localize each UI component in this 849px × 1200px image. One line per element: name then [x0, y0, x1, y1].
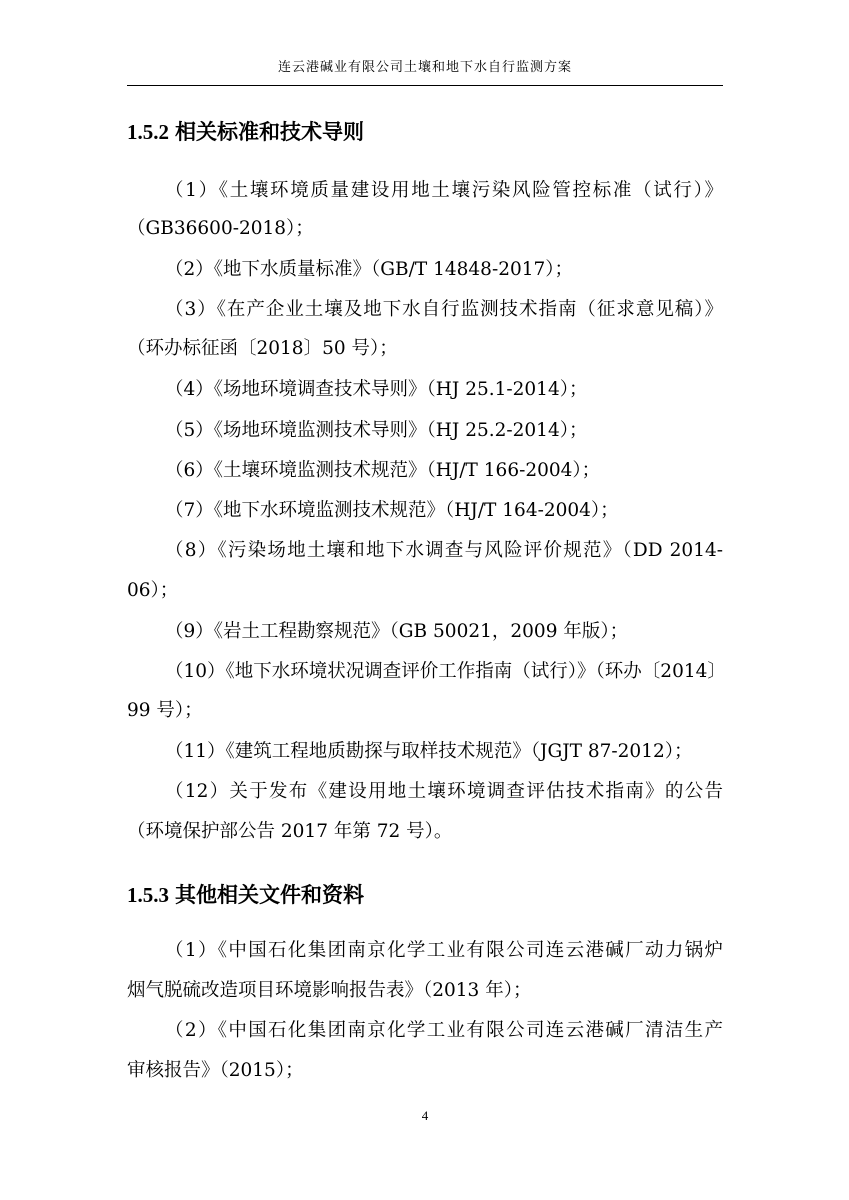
reference-item: （3）《在产企业土壤及地下水自行监测技术指南（征求意见稿）》 — [165, 299, 723, 320]
reference-item: （10）《地下水环境状况调查评价工作指南（试行）》（环办〔2014〕 — [165, 661, 726, 682]
reference-item-continuation: 烟气脱硫改造项目环境影响报告表》（2013 年）； — [127, 980, 532, 1001]
section-heading-1-5-3 — [127, 881, 364, 909]
reference-item: （11）《建筑工程地质勘探与取样技术规范》（JGJT 87-2012）； — [165, 741, 693, 762]
reference-item-continuation: 06）； — [127, 580, 179, 601]
reference-item: （1）《土壤环境质量建设用地土壤污染风险管控标准（试行）》 — [165, 180, 723, 201]
reference-item: （7）《地下水环境监测技术规范》（HJ/T 164-2004）； — [165, 500, 619, 521]
reference-item: （1）《中国石化集团南京化学工业有限公司连云港碱厂动力锅炉 — [165, 940, 723, 961]
reference-item-continuation: 99 号）； — [127, 700, 203, 721]
reference-item: （5）《场地环境监测技术导则》（HJ 25.2-2014）； — [165, 420, 588, 441]
page-header: 连云港碱业有限公司土壤和地下水自行监测方案 — [277, 60, 572, 75]
reference-item-continuation: （GB36600-2018）； — [127, 218, 314, 239]
header-rule — [127, 85, 723, 86]
section-heading-1-5-2 — [127, 118, 364, 146]
reference-item: （6）《土壤环境监测技术规范》（HJ/T 166-2004）； — [165, 460, 601, 481]
section-title: 相关标准和技术导则 — [175, 119, 364, 144]
reference-item-continuation: （环办标征函〔2018〕50 号）； — [127, 338, 398, 359]
reference-item: （4）《场地环境调查技术导则》（HJ 25.1-2014）； — [165, 379, 588, 400]
section-number: 1.5.3 — [127, 883, 169, 907]
section-title: 其他相关文件和资料 — [175, 882, 364, 907]
page-number: 4 — [421, 1108, 429, 1123]
reference-item: （8）《污染场地土壤和地下水调查与风险评价规范》（DD 2014- — [165, 540, 723, 561]
reference-item: （2）《中国石化集团南京化学工业有限公司连云港碱厂清洁生产 — [165, 1020, 723, 1041]
reference-item-continuation: 审核报告》（2015）； — [127, 1060, 304, 1081]
section-number: 1.5.2 — [127, 120, 169, 144]
reference-item: （9）《岩土工程勘察规范》（GB 50021，2009 年版）； — [165, 621, 629, 642]
reference-item-continuation: （环境保护部公告 2017 年第 72 号）。 — [127, 821, 453, 842]
reference-item: （12）关于发布《建设用地土壤环境调查评估技术指南》的公告 — [165, 781, 723, 802]
reference-item: （2）《地下水质量标准》（GB/T 14848-2017）； — [165, 259, 574, 280]
